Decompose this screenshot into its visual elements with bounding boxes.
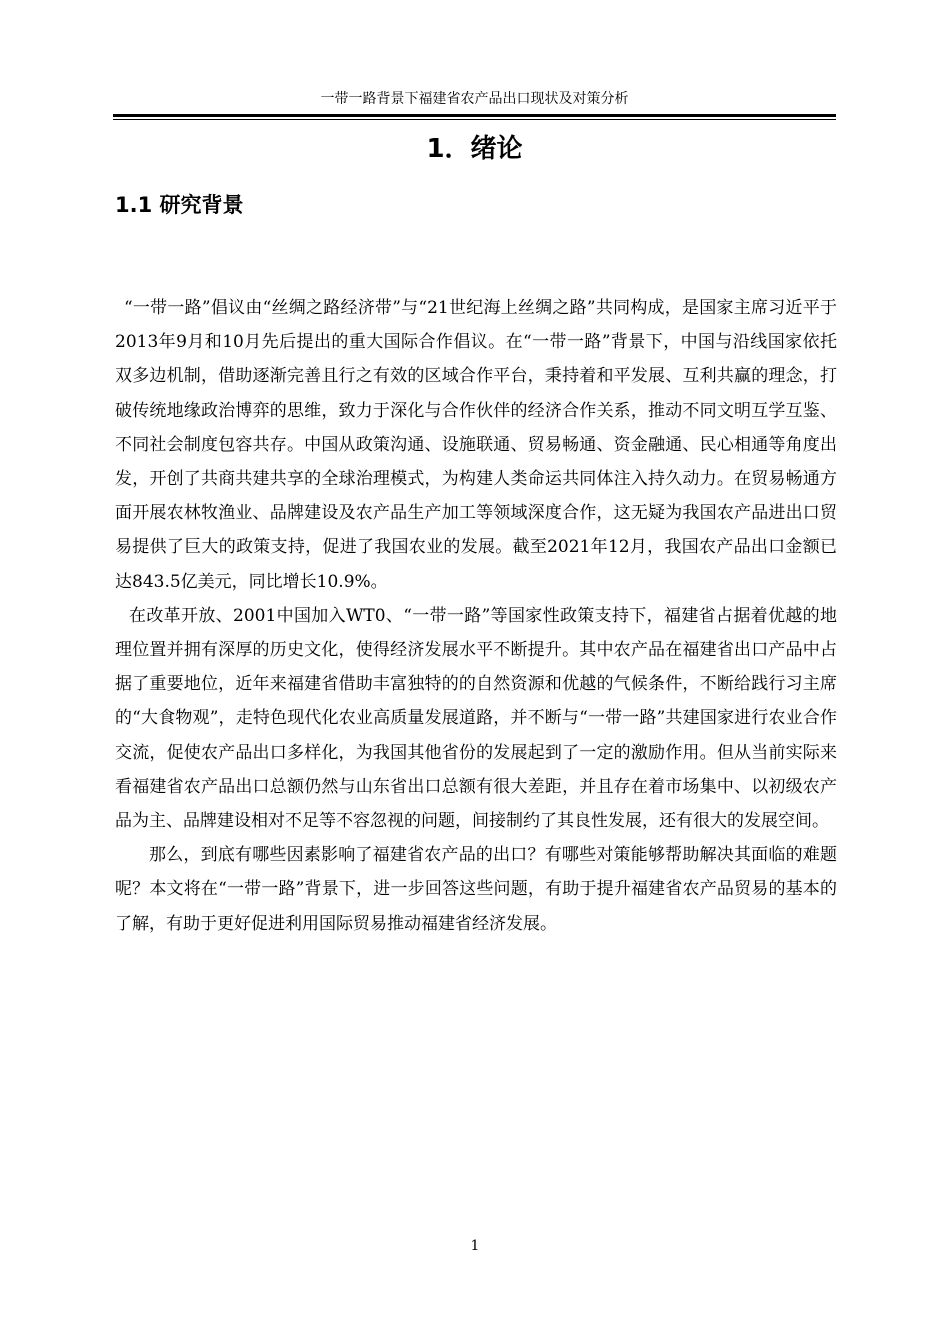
running-header: 一带一路背景下福建省农产品出口现状及对策分析 (320, 91, 629, 107)
paragraph-2: 在改革开放、2001中国加入WT0、“一带一路”等国家性政策支持下，福建省占据着优越的地理位置并拥有深厚的历史文化，使得经济发展水平不断提升。其中农产品在福建省出口产品中占据了重要地位，近年来福建省借助丰富独特的的自然资源和优越的气候条件，不断给践行习主席的“大食物观”，走特色现代化农业高质量发展道路，并不断与“一带一路”共建国家进行农业合作交流，促使农产品出口多样化，为我国其他省份的发展起到了一定的激励作用。但从当前实际来看福建省农产品出口总额仍然与山东省出口总额有很大差距，并且存在着市场集中、以初级农产品为主、品牌建设相对不足等不容忽视的问题，间接制约了其良性发展，还有很大的发展空间。 (115, 605, 837, 832)
header-rule-thin (113, 119, 836, 120)
chapter-title: 1．绪论 (426, 134, 523, 164)
section-title: 1.1 研究背景 (115, 193, 244, 217)
body-text (115, 291, 837, 941)
paragraph-1: “一带一路”倡议由“丝绸之路经济带”与“21世纪海上丝绸之路”共同构成，是国家主席习近平于2013年9月和10月先后提出的重大国际合作倡议。在“一带一路”背景下，中国与沿线国家依托双多边机制，借助逐渐完善且行之有效的区域合作平台，秉持着和平发展、互利共赢的理念，打破传统地缘政治博弈的思维，致力于深化与合作伙伴的经济合作关系，推动不同文明互学互鉴、不同社会制度包容共存。中国从政策沟通、设施联通、贸易畅通、资金融通、民心相通等角度出发，开创了共商共建共享的全球治理模式，为构建人类命运共同体注入持久动力。在贸易畅通方面开展农林牧渔业、品牌建设及农产品生产加工等领域深度合作，这无疑为我国农产品进出口贸易提供了巨大的政策支持，促进了我国农业的发展。截至2021年12月，我国农产品出口金额已达843.5亿美元，同比增长10.9%。 (115, 298, 837, 592)
header-rule-thick (113, 114, 836, 117)
paragraph-3: 那么，到底有哪些因素影响了福建省农产品的出口？有哪些对策能够帮助解决其面临的难题呢？本文将在“一带一路”背景下，进一步回答这些问题，有助于提升福建省农产品贸易的基本的了解，有助于更好促进利用国际贸易推动福建省经济发展。 (115, 845, 837, 934)
page-number: 1 (470, 1238, 480, 1254)
